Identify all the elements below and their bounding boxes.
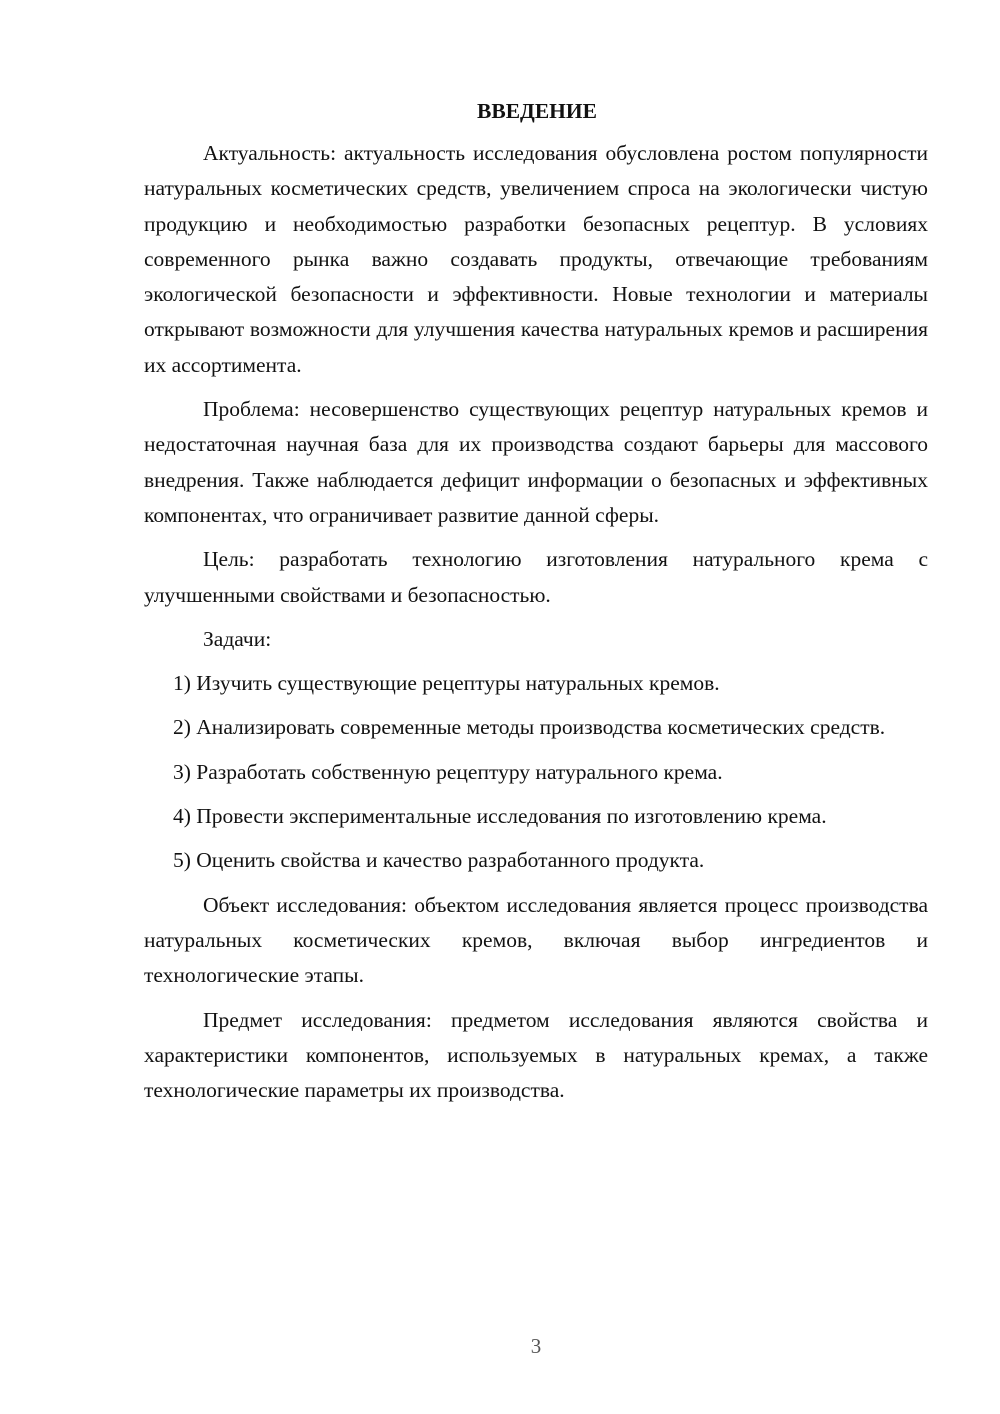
task-item-4: 4) Провести экспериментальные исследования по изготовлению крема. — [173, 804, 827, 829]
task-item-5: 5) Оценить свойства и качество разработанного продукта. — [173, 848, 705, 873]
task-item-2: 2) Анализировать современные методы производства косметических средств. — [173, 715, 886, 740]
goal-paragraph: Цель: разработать технологию изготовления натурального крема с улучшенными свойствами и безопасностью. — [144, 547, 928, 607]
page-number: 3 — [530, 1334, 542, 1358]
task-item-1: 1) Изучить существующие рецептуры натуральных кремов. — [173, 671, 720, 696]
problem-paragraph: Проблема: несовершенство существующих рецептур натуральных кремов и недостаточная научная база для их производства создают барьеры для массового внедрения. Также наблюдается дефицит информации о безопасных и эффективных компонентах, что ограничивает развитие данной сферы. — [144, 397, 928, 527]
section-title: ВВЕДЕНИЕ — [477, 99, 597, 123]
task-item-3: 3) Разработать собственную рецептуру натурального крема. — [173, 759, 723, 784]
tasks-heading: Задачи: — [203, 626, 272, 651]
document-content — [144, 94, 928, 1117]
research-subject-paragraph: Предмет исследования: предметом исследования являются свойства и характеристики компонентов, используемых в натуральных кремах, а также технологические параметры их производства. — [144, 1007, 928, 1103]
relevance-paragraph: Актуальность: актуальность исследования обусловлена ростом популярности натуральных косметических средств, увеличением спроса на экологически чистую продукцию и необходимостью разработки безопасных рецептур. В условиях современного рынка важно создавать продукты, отвечающие требованиям экологической безопасности и эффективности. Новые технологии и материалы открывают возможности для улучшения качества натуральных кремов и расширения их ассортимента. — [144, 141, 928, 377]
research-object-paragraph: Объект исследования: объектом исследования является процесс производства натуральных косметических кремов, включая выбор ингредиентов и технологические этапы. — [144, 892, 928, 988]
